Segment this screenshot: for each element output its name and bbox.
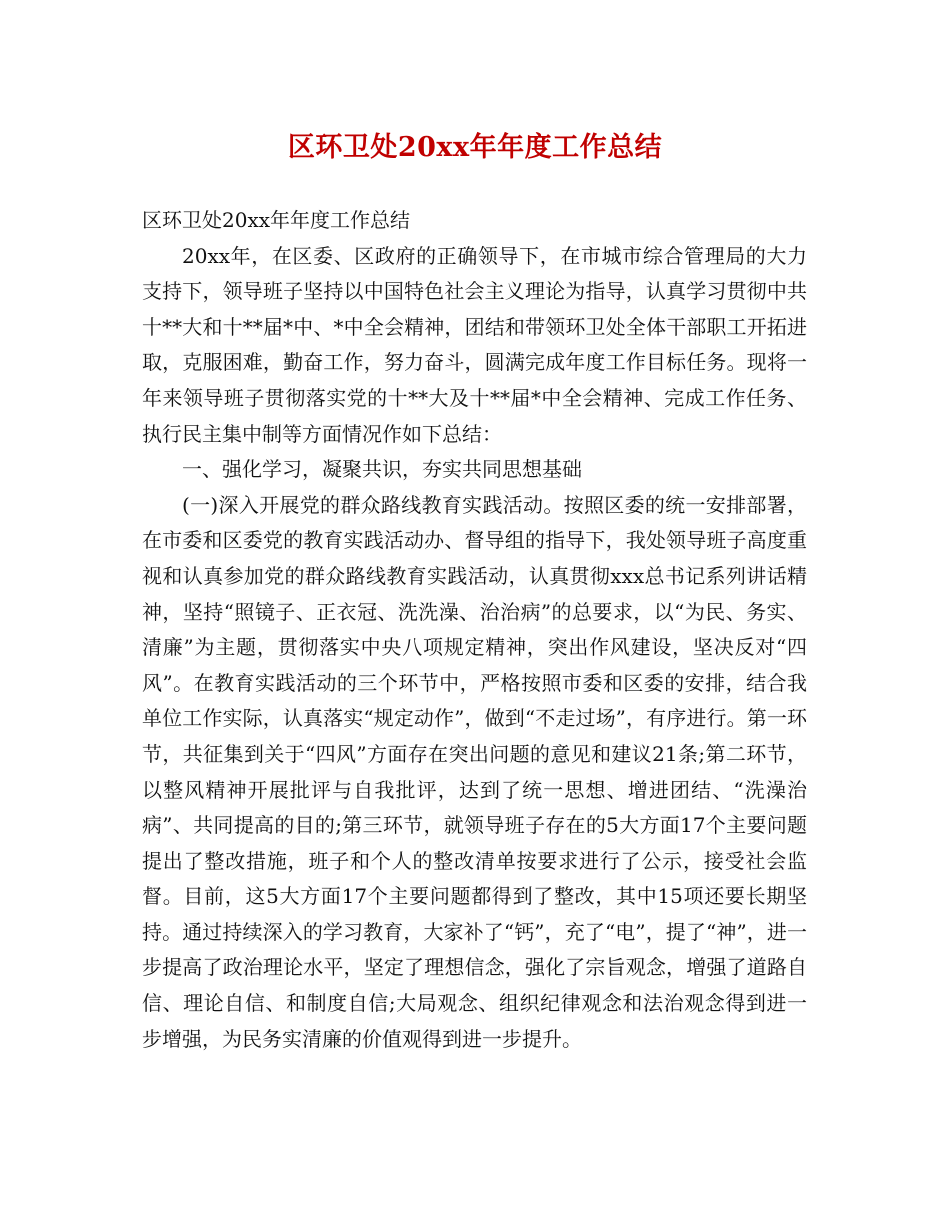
document-title: 区环卫处20xx年年度工作总结	[287, 132, 663, 163]
section-heading: 一、强化学习，凝聚共识，夯实共同思想基础	[182, 457, 582, 482]
paragraph-intro: 20xx年，在区委、区政府的正确领导下，在市城市综合管理局的大力支持下，领导班子坚持以中国特色社会主义理论为指导，认真学习贯彻中共十**大和十**届*中、*中全会精神，团结和带领环卫处全体干部职工开拓进取，克服困难，勤奋工作，努力奋斗，圆满完成年度工作目标任务。现将一年来领导班子贯彻落实党的十**大及十**届*中全会精神、完成工作任务、执行民主集中制等方面情况作如下总结：	[142, 243, 807, 446]
document-body	[142, 203, 807, 1057]
document-subtitle: 区环卫处20xx年年度工作总结	[142, 208, 411, 232]
paragraph-section-1: (一)深入开展党的群众路线教育实践活动。按照区委的统一安排部署，在市委和区委党的教育实践活动办、督导组的指导下，我处领导班子高度重视和认真参加党的群众路线教育实践活动，认真贯彻xxx总书记系列讲话精神，坚持“照镜子、正衣冠、洗洗澡、治治病”的总要求，以“为民、务实、清廉”为主题，贯彻落实中央八项规定精神，突出作风建设，坚决反对“四风”。在教育实践活动的三个环节中，严格按照市委和区委的安排，结合我单位工作实际，认真落实“规定动作”，做到“不走过场”，有序进行。第一环节，共征集到关于“四风”方面存在突出问题的意见和建议21条;第二环节，以整风精神开展批评与自我批评，达到了统一思想、增进团结、“洗澡治病”、共同提高的目的;第三环节，就领导班子存在的5大方面17个主要问题提出了整改措施，班子和个人的整改清单按要求进行了公示，接受社会监督。目前，这5大方面17个主要问题都得到了整改，其中15项还要长期坚持。通过持续深入的学习教育，大家补了“钙”，充了“电”，提了“神”，进一步提高了政治理论水平，坚定了理想信念，强化了宗旨观念，增强了道路自信、理论自信、和制度自信;大局观念、组织纪律观念和法治观念得到进一步增强，为民务实清廉的价值观得到进一步提升。	[142, 492, 807, 1051]
